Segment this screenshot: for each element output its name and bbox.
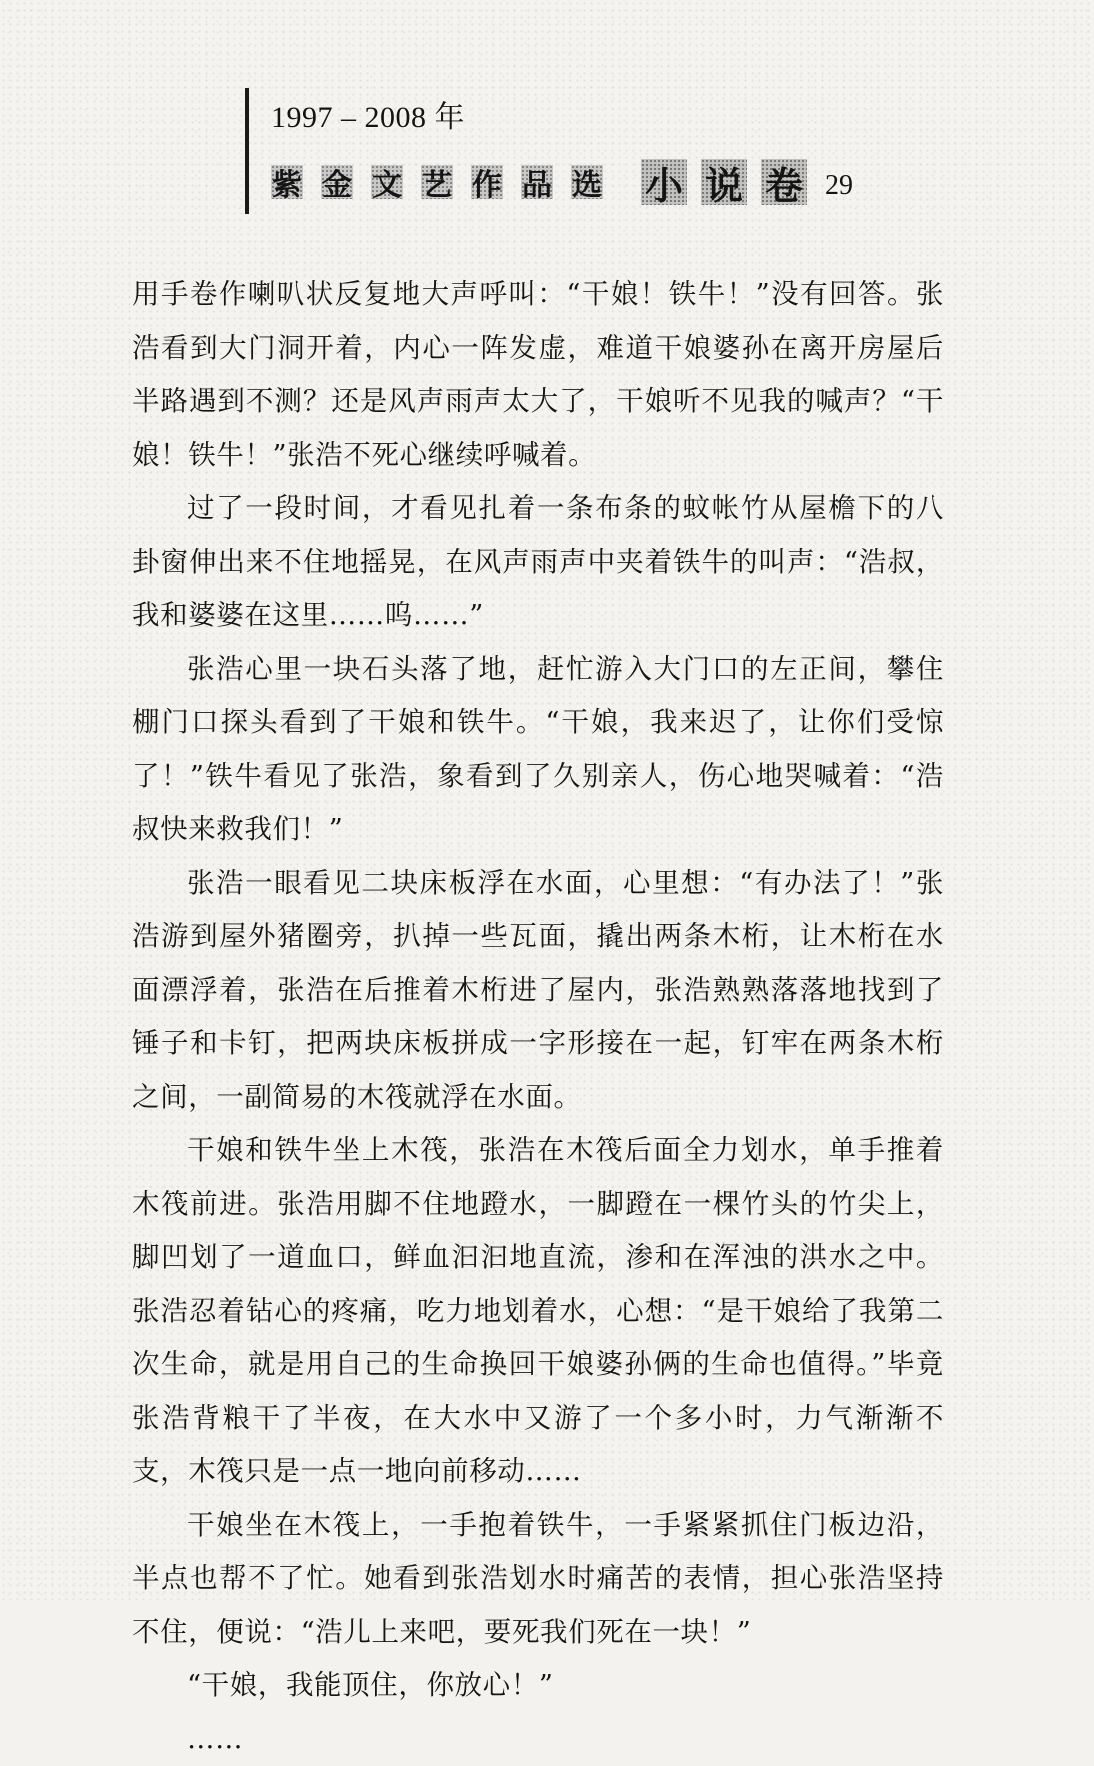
- paragraph: 过了一段时间，才看见扎着一条布条的蚊帐竹从屋檐下的八卦窗伸出来不住地摇晃，在风声雨声中夹着铁牛的叫声：“浩叔，我和婆婆在这里……呜……”: [132, 482, 944, 643]
- ellipsis-line: ……: [132, 1713, 944, 1766]
- series-title: [271, 160, 853, 204]
- series-title-char: 选: [571, 165, 603, 199]
- series-title-char: 品: [521, 165, 553, 199]
- body-text: [132, 268, 944, 1766]
- paragraph: 干娘和铁牛坐上木筏，张浩在木筏后面全力划水，单手推着木筏前进。张浩用脚不住地蹬水，一脚蹬在一棵竹头的竹尖上，脚凹划了一道血口，鲜血汩汩地直流，渗和在浑浊的洪水之中。张浩忍着钻心的疼痛，吃力地划着水，心想：“是干娘给了我第二次生命，就是用自己的生命换回干娘婆孙俩的生命也值得。”毕竟张浩背粮干了半夜，在大水中又游了一个多小时，力气渐渐不支，木筏只是一点一地向前移动……: [132, 1124, 944, 1499]
- paragraph: 干娘坐在木筏上，一手抱着铁牛，一手紧紧抓住门板边沿，半点也帮不了忙。她看到张浩划水时痛苦的表情，担心张浩坚持不住，便说：“浩儿上来吧，要死我们死在一块！”: [132, 1499, 944, 1660]
- paragraph: 张浩心里一块石头落了地，赶忙游入大门口的左正间，攀住棚门口探头看到了干娘和铁牛。“干娘，我来迟了，让你们受惊了！”铁牛看见了张浩，象看到了久别亲人，伤心地哭喊着：“浩叔快来救我们！”: [132, 643, 944, 857]
- series-title-char: 作: [471, 165, 503, 199]
- running-header: [245, 88, 949, 214]
- paragraph: 张浩一眼看见二块床板浮在水面，心里想：“有办法了！”张浩游到屋外猪圈旁，扒掉一些瓦面，撬出两条木桁，让木桁在水面漂浮着，张浩在后推着木桁进了屋内，张浩熟熟落落地找到了锤子和卡钉，把两块床板拼成一字形接在一起，钉牢在两条木桁之间，一副简易的木筏就浮在水面。: [132, 857, 944, 1125]
- series-title-char: 金: [321, 165, 353, 199]
- series-title-char: 紫: [271, 165, 303, 199]
- dialogue-line: “干娘，我能顶住，你放心！”: [132, 1659, 944, 1713]
- page-number: 29: [825, 170, 853, 204]
- year-range: 1997 – 2008 年: [271, 92, 465, 136]
- volume-title-char: 小: [641, 159, 687, 205]
- series-title-char: 文: [371, 165, 403, 199]
- paragraph: 用手卷作喇叭状反复地大声呼叫：“干娘！铁牛！”没有回答。张浩看到大门洞开着，内心一阵发虚，难道干娘婆孙在离开房屋后半路遇到不测？还是风声雨声太大了，干娘听不见我的喊声？“干娘！铁牛！”张浩不死心继续呼喊着。: [132, 268, 944, 482]
- series-title-char: 艺: [421, 165, 453, 199]
- volume-title-char: 卷: [761, 159, 807, 205]
- volume-title-char: 说: [701, 159, 747, 205]
